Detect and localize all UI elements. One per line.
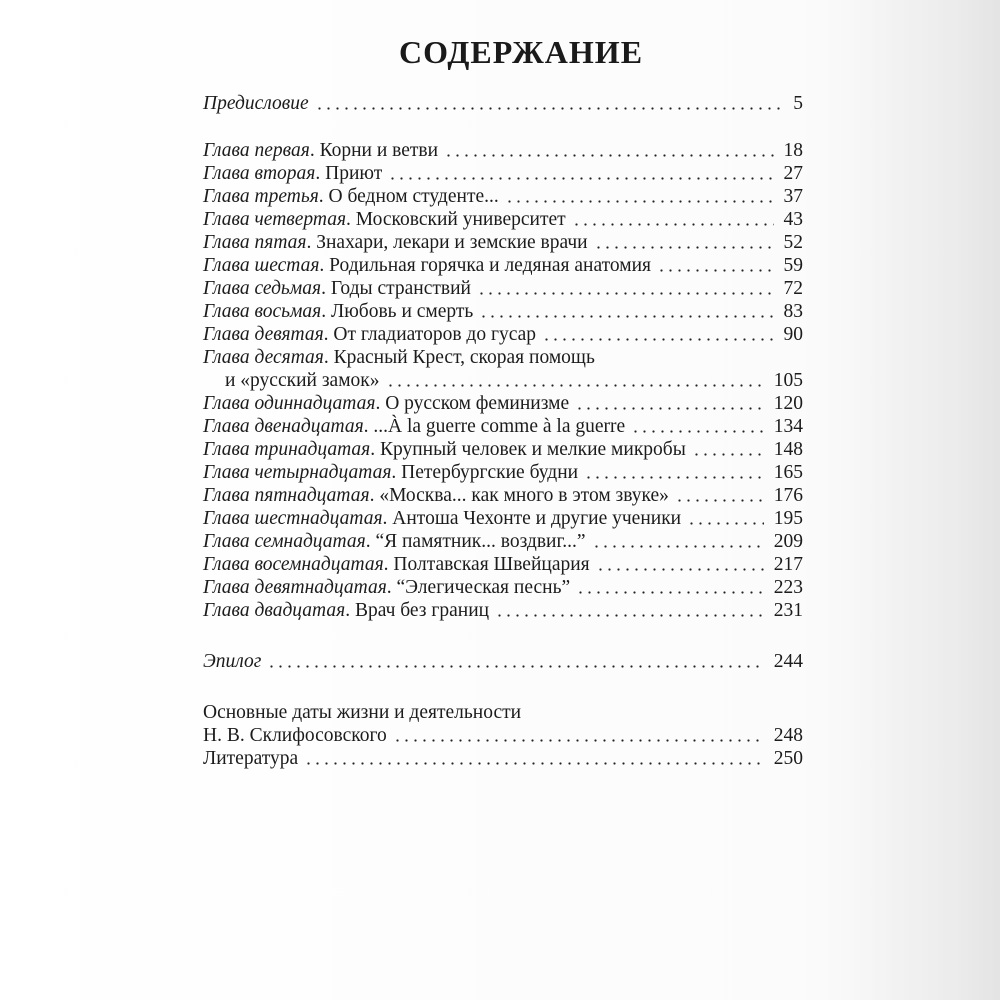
chapter-label: Глава пятая [203,232,307,253]
page-number: 59 [783,255,803,276]
page-number: 248 [773,725,803,746]
dot-leader [576,591,764,594]
toc-entry-text [203,530,586,554]
dot-leader [596,568,764,571]
toc-entry-text [203,139,438,163]
toc-entry [203,392,803,416]
toc-entry-text [203,300,473,324]
dot-leader [479,315,773,318]
page-number: 18 [783,140,803,161]
toc-entry [203,747,803,771]
dot-leader [477,292,774,295]
page-number: 120 [773,393,803,414]
page-number: 176 [773,485,803,506]
chapter-label: Глава двадцатая [203,600,346,621]
chapter-title: . Красный Крест, скорая помощь [323,347,595,368]
chapter-label: Глава вторая [203,163,316,184]
toc-entry-text [203,323,536,347]
toc-entry-text [203,553,590,577]
chapter-title: . “Элегическая песнь” [386,577,571,598]
chapter-label: Предисловие [203,93,309,114]
chapter-label: Глава двенадцатая [203,416,364,437]
dot-leader [575,407,764,410]
dot-leader [505,200,774,203]
toc-entry [203,208,803,232]
chapter-title: . Антоша Чехонте и другие ученики [382,508,682,529]
toc-entry [203,576,803,600]
toc-entry [203,300,803,324]
toc-entry-text [203,185,499,209]
chapter-title: . Петербургские будни [391,462,579,483]
toc-entry-text [203,576,570,600]
chapter-label: Глава шестнадцатая [203,508,383,529]
toc-entry [203,461,803,485]
page-number: 43 [783,209,803,230]
dot-leader [592,545,764,548]
toc-entry [203,277,803,301]
page-number: 244 [773,651,803,672]
page-number: 250 [773,748,803,769]
page-number: 105 [773,370,803,391]
page-number: 195 [773,508,803,529]
toc-entry-text [203,438,686,462]
chapter-label: Глава восьмая [203,301,322,322]
toc-entry-text [203,747,298,771]
page-number: 217 [773,554,803,575]
toc-entry [203,599,803,623]
chapter-title: . “Я памятник... воздвиг...” [365,531,586,552]
dot-leader [393,739,764,742]
dot-leader [657,269,773,272]
toc-entry-text [203,92,309,116]
chapter-label: Глава одиннадцатая [203,393,376,414]
dot-leader [631,430,764,433]
page-number: 5 [793,93,803,114]
dot-leader [267,665,763,668]
chapter-label: Глава шестая [203,255,320,276]
chapter-title: . Знахари, лекари и земские врачи [306,232,588,253]
toc-entry [203,484,803,508]
toc-entry-text [203,208,566,232]
toc-entry [203,553,803,577]
toc-entry-text [203,162,382,186]
chapter-title: . О бедном студенте... [318,186,499,207]
chapter-title: . Полтавская Швейцария [383,554,590,575]
toc-entry [203,185,803,209]
chapter-label: Глава третья [203,186,319,207]
toc-entry-text [203,599,489,623]
chapter-title: Н. В. Склифосовского [203,725,387,746]
page-number: 165 [773,462,803,483]
toc-entry-text [203,507,681,531]
toc-entry [225,369,803,393]
chapter-title: . О русском феминизме [375,393,570,414]
dot-leader [304,762,764,765]
toc-entry [203,530,803,554]
page-number: 27 [783,163,803,184]
toc-entry-text [203,415,625,439]
chapter-label: Глава девятнадцатая [203,577,387,598]
chapter-label: Глава восемнадцатая [203,554,384,575]
toc-entry [203,346,803,370]
chapter-label: Глава десятая [203,347,324,368]
chapter-title: . ...À la guerre comme à la guerre [363,416,626,437]
toc-entry-text [203,254,651,278]
page-title: СОДЕРЖАНИЕ [398,34,644,70]
toc-entry-text [203,484,669,508]
toc-entry-text [225,369,380,393]
chapter-title: . Крупный человек и мелкие микробы [370,439,686,460]
chapter-title: . От гладиаторов до гусар [323,324,536,345]
chapter-title: . Московский университет [346,209,566,230]
toc-entry [203,724,803,748]
chapter-label: Глава тринадцатая [203,439,371,460]
toc-entry [203,139,803,163]
toc-entry-text [203,346,595,370]
dot-leader [692,453,764,456]
dot-leader [594,246,774,249]
page-number: 90 [783,324,803,345]
dot-leader [675,499,764,502]
toc-entry-text [203,701,521,725]
toc-entry-text [203,650,261,674]
toc-entry [203,415,803,439]
chapter-label: Глава седьмая [203,278,322,299]
chapter-title: . Врач без границ [345,600,490,621]
dot-leader [542,338,774,341]
chapter-title: . Любовь и смерть [321,301,474,322]
chapter-label: Глава четвертая [203,209,347,230]
chapter-title: Основные даты жизни и деятельности [203,702,522,723]
page-number: 209 [773,531,803,552]
chapter-label: Глава четырнадцатая [203,462,392,483]
page-number: 72 [783,278,803,299]
chapter-title: . Родильная горячка и ледяная анатомия [319,255,652,276]
toc-entry [203,162,803,186]
dot-leader [315,107,784,110]
dot-leader [687,522,764,525]
chapter-title: . «Москва... как много в этом звуке» [369,485,669,506]
chapter-label: Глава семнадцатая [203,531,366,552]
toc-entry-text [203,461,578,485]
page-number: 148 [773,439,803,460]
page-number: 134 [773,416,803,437]
toc-entry-text [203,277,471,301]
toc-entry [203,701,803,725]
toc-entry [203,323,803,347]
toc-entry [203,507,803,531]
page-number: 223 [773,577,803,598]
dot-leader [572,223,774,226]
dot-leader [386,384,764,387]
chapter-label: Глава пятнадцатая [203,485,370,506]
page-number: 37 [783,186,803,207]
dot-leader [388,177,773,180]
chapter-title: и «русский замок» [225,370,380,391]
toc-entry [203,438,803,462]
chapter-title: . Корни и ветви [309,140,439,161]
page-number: 52 [783,232,803,253]
dot-leader [584,476,764,479]
chapter-title: . Приют [315,163,383,184]
toc-entry-text [203,724,387,748]
toc-entry-text [203,231,588,255]
chapter-label: Эпилог [203,651,262,672]
dot-leader [495,614,764,617]
toc-entry [203,92,803,116]
page-number: 83 [783,301,803,322]
toc-entry [203,231,803,255]
chapter-title: . Годы странствий [321,278,471,299]
dot-leader [444,154,773,157]
chapter-label: Глава первая [203,140,310,161]
chapter-label: Глава девятая [203,324,324,345]
page-number: 231 [773,600,803,621]
chapter-title: Литература [203,748,299,769]
toc-entry [203,254,803,278]
toc-entry-text [203,392,569,416]
toc-entry [203,650,803,674]
